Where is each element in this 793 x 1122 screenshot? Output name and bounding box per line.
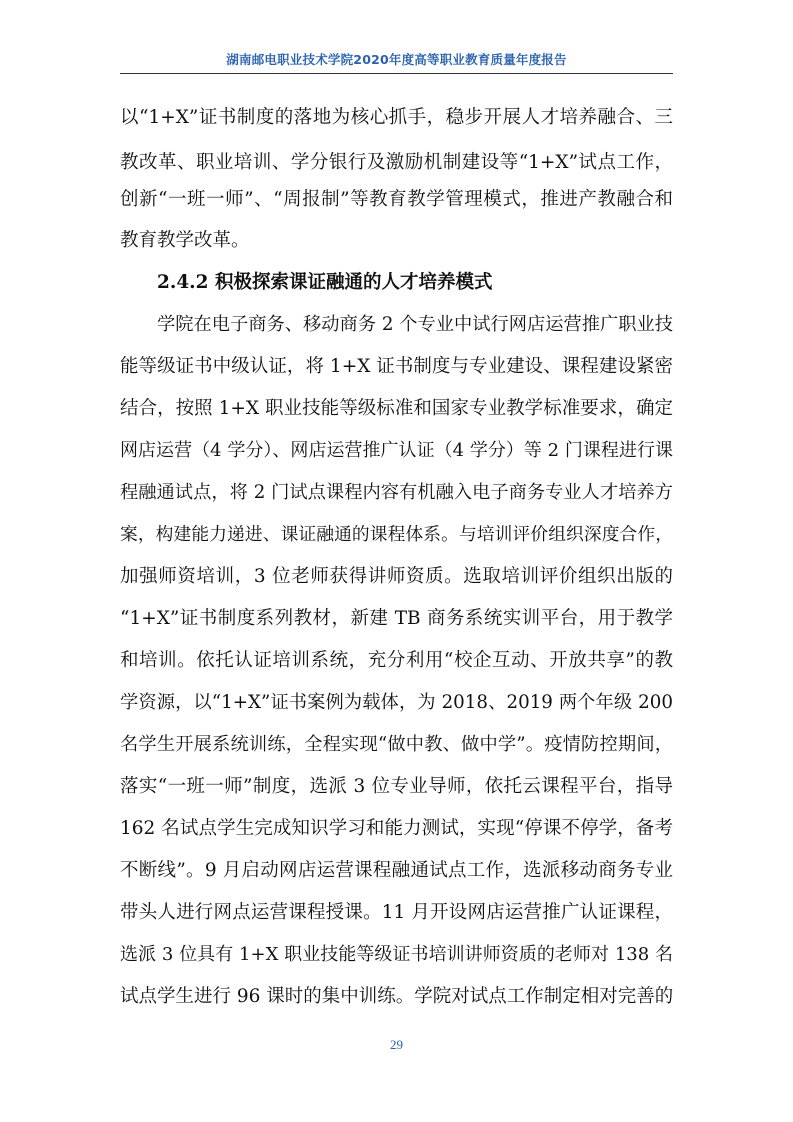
body-line: 教改革、职业培训、学分银行及激励机制建设等“1+X”试点工作， xyxy=(120,152,673,173)
body-line: 教育教学改革。 xyxy=(120,230,250,251)
body-line: 和培训。依托认证培训系统，充分利用“校企互动、开放共享”的教 xyxy=(120,650,673,671)
body-line: 学资源，以“1+X”证书案例为载体，为 2018、2019 两个年级 200 xyxy=(120,692,673,713)
body-line: 能等级证书中级认证，将 1+X 证书制度与专业建设、课程建设紧密 xyxy=(120,356,673,377)
body-line: 不断线”。9 月启动网店运营课程融通试点工作，选派移动商务专业 xyxy=(120,860,673,881)
page-number: 29 xyxy=(390,1037,403,1052)
body-line: 选派 3 位具有 1+X 职业技能等级证书培训讲师资质的老师对 138 名 xyxy=(120,944,673,965)
running-header: 湖南邮电职业技术学院2020年度高等职业教育质量年度报告 xyxy=(226,52,567,67)
body-line: 落实“一班一师”制度，选派 3 位专业导师，依托云课程平台，指导 xyxy=(120,776,673,797)
body-line: 程融通试点，将 2 门试点课程内容有机融入电子商务专业人才培养方 xyxy=(120,482,673,503)
body-line: 案，构建能力递进、课证融通的课程体系。与培训评价组织深度合作， xyxy=(120,525,673,545)
body-line: 带头人进行网点运营课程授课。11 月开设网店运营推广认证课程， xyxy=(120,902,673,923)
body-line: 学院在电子商务、移动商务 2 个专业中试行网店运营推广职业技 xyxy=(157,314,673,335)
body-line: 创新“一班一师”、“周报制”等教育教学管理模式，推进产教融合和 xyxy=(120,189,673,210)
body-line: “1+X”证书制度系列教材，新建 TB 商务系统实训平台，用于教学 xyxy=(120,608,673,629)
section-heading: 2.4.2 积极探索课证融通的人才培养模式 xyxy=(157,272,493,293)
body-line: 名学生开展系统训练，全程实现“做中教、做中学”。疫情防控期间， xyxy=(120,734,673,755)
body-line: 结合，按照 1+X 职业技能等级标准和国家专业教学标准要求，确定 xyxy=(120,398,673,419)
body-line: 加强师资培训，3 位老师获得讲师资质。选取培训评价组织出版的 xyxy=(120,566,673,587)
header-rule xyxy=(120,73,673,74)
body-line: 网店运营（4 学分）、网店运营推广认证（4 学分）等 2 门课程进行课 xyxy=(120,440,673,461)
body-line: 162 名试点学生完成知识学习和能力测试，实现“停课不停学，备考 xyxy=(120,818,673,839)
body-line: 以“1+X”证书制度的落地为核心抓手，稳步开展人才培养融合、三 xyxy=(120,107,673,128)
body-line: 试点学生进行 96 课时的集中训练。学院对试点工作制定相对完善的 xyxy=(120,986,674,1007)
